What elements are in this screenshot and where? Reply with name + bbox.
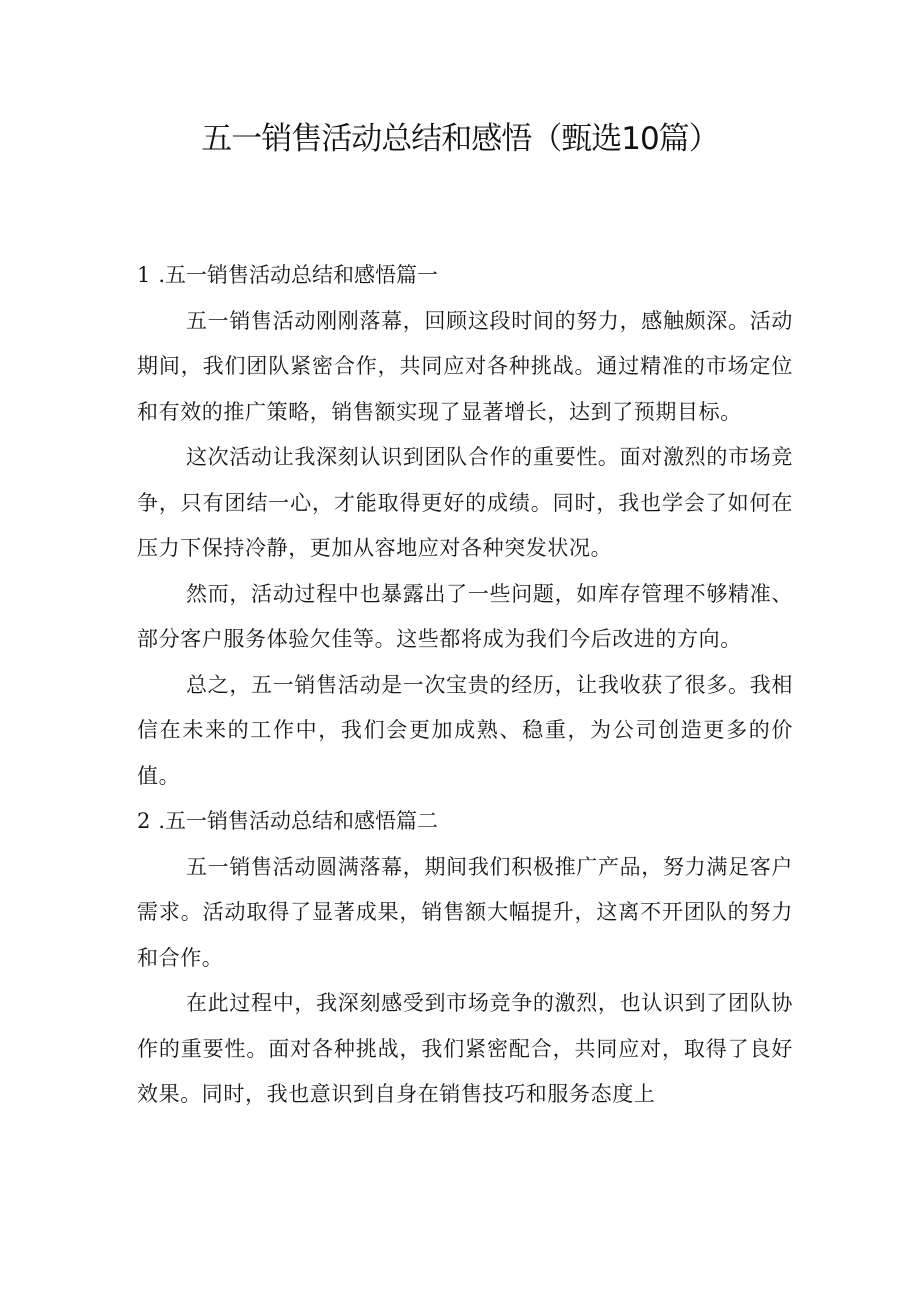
paragraph: 总之，五一销售活动是一次宝贵的经历，让我收获了很多。我相信在未来的工作中，我们会更加成熟、稳重，为公司创造更多的价值。 [137, 672, 793, 788]
document-body [137, 253, 793, 1118]
section-2 [137, 799, 793, 1118]
paragraph: 然而，活动过程中也暴露出了一些问题，如库存管理不够精准、部分客户服务体验欠佳等。这些都将成为我们今后改进的方向。 [137, 581, 793, 651]
paragraph: 在此过程中，我深刻感受到市场竞争的激烈，也认识到了团队协作的重要性。面对各种挑战，我们紧密配合，共同应对，取得了良好效果。同时，我也意识到自身在销售技巧和服务态度上 [137, 991, 793, 1106]
section-heading-text: .五一销售活动总结和感悟篇二 [158, 809, 439, 833]
paragraph: 这次活动让我深刻认识到团队合作的重要性。面对激烈的市场竞争，只有团结一心，才能取得更好的成绩。同时，我也学会了如何在压力下保持冷静，更加从容地应对各种突发状况。 [137, 445, 793, 560]
document-title: 五一销售活动总结和感悟（甄选10篇） [201, 121, 719, 157]
section-heading-text: .五一销售活动总结和感悟篇一 [158, 263, 439, 287]
section-1 [137, 253, 793, 799]
section-heading [137, 253, 793, 299]
paragraph: 五一销售活动圆满落幕，期间我们积极推广产品，努力满足客户需求。活动取得了显著成果，销售额大幅提升，这离不开团队的努力和合作。 [137, 854, 793, 970]
section-heading [137, 799, 793, 845]
paragraph: 五一销售活动刚刚落幕，回顾这段时间的努力，感触颇深。活动期间，我们团队紧密合作，共同应对各种挑战。通过精准的市场定位和有效的推广策略，销售额实现了显著增长，达到了预期目标。 [137, 308, 793, 424]
section-number: 1 [137, 263, 151, 287]
section-number: 2 [137, 809, 151, 833]
